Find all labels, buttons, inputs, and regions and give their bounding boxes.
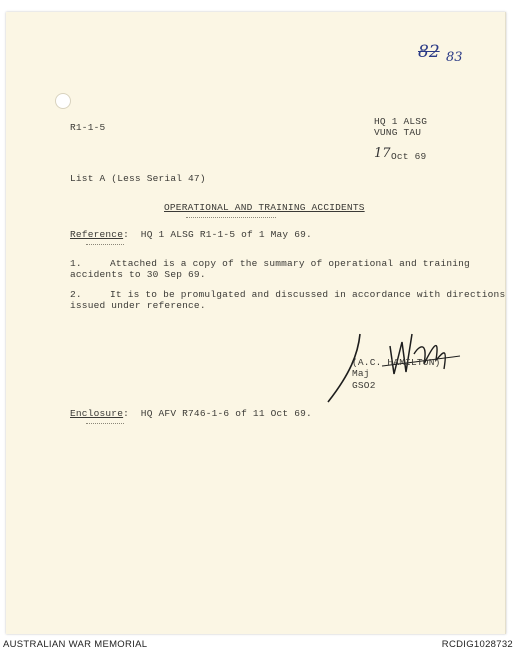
- document-title: OPERATIONAL AND TRAINING ACCIDENTS: [164, 202, 365, 213]
- signatory-name: (A.C. HAMILTON): [352, 357, 441, 368]
- para-2-line-1: It is to be promulgated and discussed in accordance with directions: [110, 289, 506, 300]
- para-1-line-2: accidents to 30 Sep 69.: [70, 269, 206, 280]
- enclosure-line: [70, 408, 312, 419]
- para-2-number: 2.: [70, 289, 82, 300]
- document-page: [6, 12, 506, 634]
- para-2-line-2: issued under reference.: [70, 300, 206, 311]
- signatory-rank: Maj: [352, 368, 370, 379]
- reference-text: : HQ 1 ALSG R1-1-5 of 1 May 69.: [123, 229, 312, 240]
- distribution-list: List A (Less Serial 47): [70, 173, 206, 184]
- punch-hole: [55, 93, 71, 109]
- para-1-number: 1.: [70, 258, 82, 269]
- date-month-year: Oct 69: [391, 151, 427, 162]
- handwritten-date-day: 17: [374, 146, 391, 161]
- origin-line-1: HQ 1 ALSG: [374, 116, 428, 127]
- para-1-line-1: Attached is a copy of the summary of operational and training: [110, 258, 470, 269]
- enclosure-text: : HQ AFV R746-1-6 of 11 Oct 69.: [123, 408, 312, 419]
- reference-line: [70, 229, 312, 240]
- footer-record-id: RCDIG1028732: [441, 639, 513, 650]
- reference-dotted-rule: [86, 244, 124, 245]
- enclosure-label: Enclosure: [70, 408, 124, 419]
- origin-line-2: VUNG TAU: [374, 127, 422, 138]
- file-reference: R1-1-5: [70, 122, 106, 133]
- folio-annotation-small: 83: [446, 50, 463, 65]
- reference-label: Reference: [70, 229, 124, 240]
- signatory-appointment: GSO2: [352, 380, 376, 391]
- archive-footer: [0, 636, 517, 653]
- footer-institution: AUSTRALIAN WAR MEMORIAL: [3, 639, 148, 650]
- enclosure-dotted-rule: [86, 423, 124, 424]
- folio-annotation: 82: [418, 42, 440, 62]
- title-dotted-rule: [186, 217, 276, 218]
